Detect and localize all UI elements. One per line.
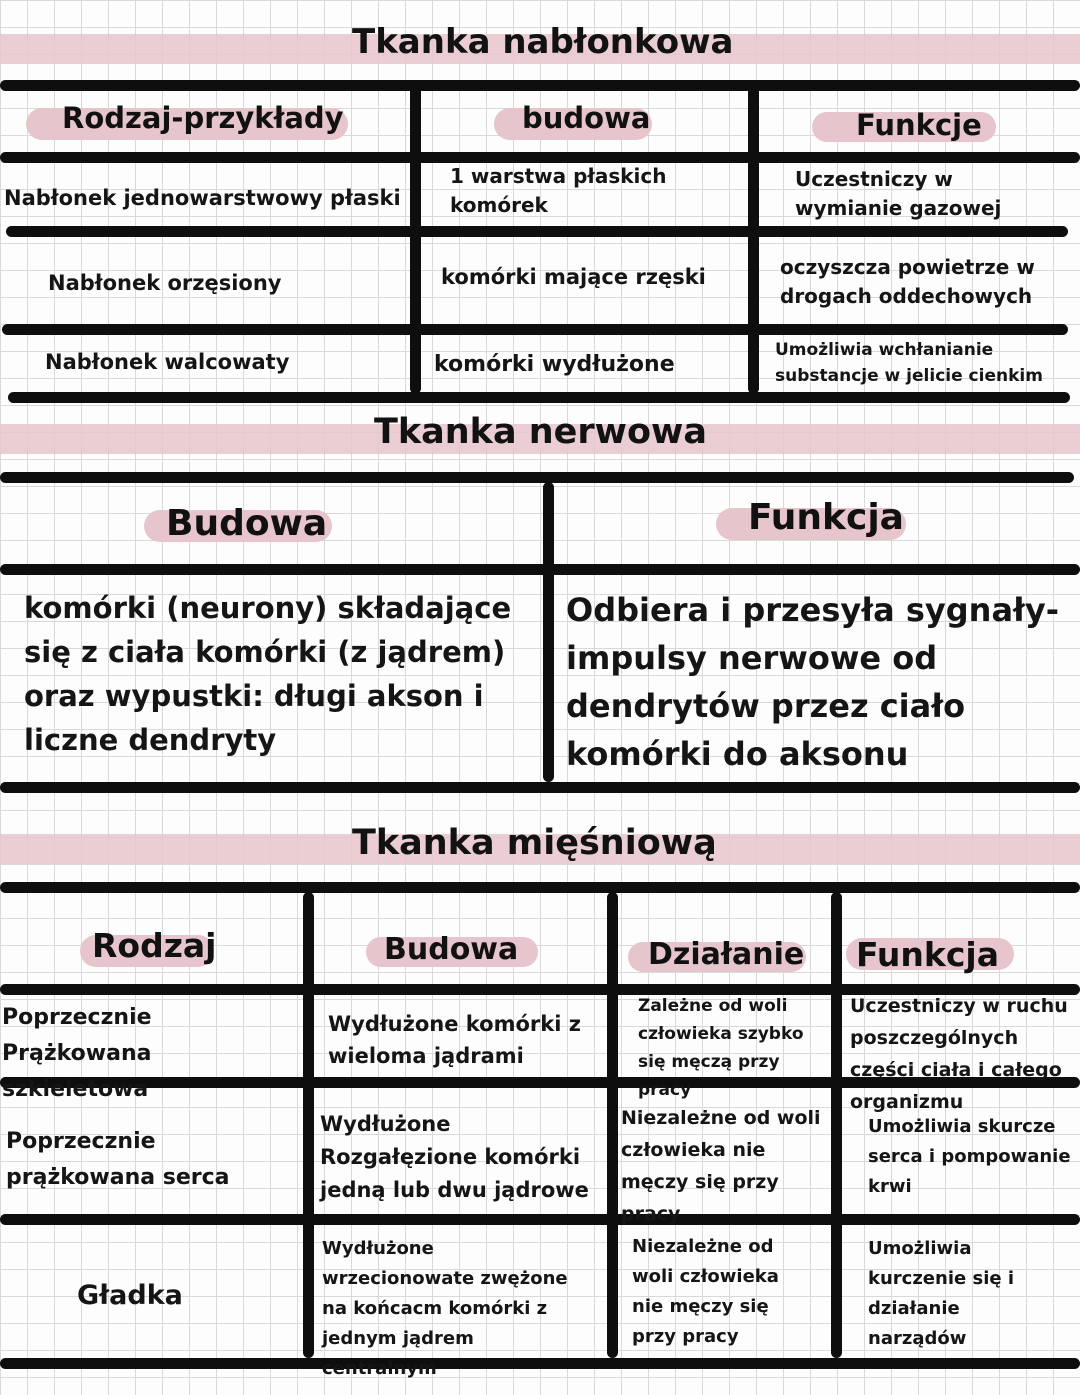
section-title-epithelial: Tkanka nabłonkowa bbox=[352, 22, 734, 62]
table-cell: Gładka bbox=[77, 1280, 183, 1311]
section-title-muscle: Tkanka mięśniową bbox=[352, 823, 717, 863]
table-line bbox=[0, 782, 1080, 793]
table-cell: Wydłużone komórki z wieloma jądrami bbox=[328, 1012, 581, 1068]
table-line bbox=[6, 226, 1068, 237]
header-structure: budowa bbox=[522, 101, 651, 135]
table-cell: Nabłonek jednowarstwowy płaski bbox=[4, 186, 401, 210]
table-cell: Odbiera i przesyła sygnały- impulsy nerwowe od dendrytów przez ciało komórki do aksonu bbox=[566, 591, 1060, 773]
table-line bbox=[8, 392, 1070, 403]
table-cell: Umożliwia wchłanianie substancje w jelicie cienkim bbox=[775, 340, 1043, 386]
table-line bbox=[0, 564, 1080, 575]
table-line bbox=[0, 882, 1080, 893]
table-cell: komórki (neurony) składające się z ciała komórki (z jądrem) oraz wypustki: długi akson i liczne dendryty bbox=[24, 591, 512, 757]
table-line bbox=[410, 82, 421, 394]
header-structure: Budowa bbox=[384, 932, 519, 967]
table-cell: Nabłonek walcowaty bbox=[45, 350, 290, 374]
header-type: Rodzaj bbox=[92, 926, 217, 965]
table-cell: Nabłonek orzęsiony bbox=[48, 271, 282, 295]
header-function: Funkcja bbox=[856, 935, 999, 974]
table-cell: komórki mające rzęski bbox=[441, 265, 706, 289]
section-title-nervous: Tkanka nerwowa bbox=[374, 412, 708, 452]
table-line bbox=[543, 482, 554, 782]
table-line bbox=[748, 82, 759, 394]
header-function: Funkcja bbox=[748, 497, 904, 538]
table-cell: Uczestniczy w wymianie gazowej bbox=[795, 167, 1002, 220]
table-cell: Umożliwia kurczenie się i działanie narządów bbox=[868, 1238, 1015, 1349]
table-line bbox=[607, 892, 618, 1358]
header-type: Rodzaj-przykłady bbox=[62, 101, 344, 135]
table-cell: Wydłużone Rozgałęzione komórki jedną lub dwu jądrowe bbox=[320, 1112, 589, 1202]
table-cell: 1 warstwa płaskich komórek bbox=[450, 164, 667, 217]
header-function: Funkcje bbox=[856, 108, 982, 142]
table-cell: komórki wydłużone bbox=[434, 352, 675, 377]
table-cell: Niezależne od woli człowieka nie męczy się przy pracy bbox=[632, 1236, 779, 1347]
table-line bbox=[0, 80, 1080, 91]
table-line bbox=[0, 1214, 1080, 1225]
header-structure: Budowa bbox=[166, 503, 328, 544]
table-cell: Wydłużone wrzecionowate zwężone na końcacm komórki z jednym jądrem centralnym bbox=[322, 1238, 568, 1379]
table-cell: Uczestniczy w ruchu poszczególnych części ciała i całego organizmu bbox=[850, 995, 1068, 1113]
table-cell: Umożliwia skurcze serca i pompowanie krwi bbox=[868, 1116, 1071, 1197]
table-cell: Poprzecznie Prążkowana szkieletowa bbox=[2, 1005, 152, 1102]
table-cell: Zależne od woli człowieka szybko się męczą przy pracy bbox=[638, 996, 804, 1100]
table-cell: Poprzecznie prążkowana serca bbox=[6, 1129, 230, 1190]
table-line bbox=[2, 324, 1068, 335]
table-cell: Niezależne od woli człowieka nie męczy się przy pracy bbox=[621, 1107, 821, 1225]
table-cell: oczyszcza powietrze w drogach oddechowych bbox=[780, 255, 1035, 308]
table-line bbox=[0, 472, 1074, 483]
table-line bbox=[303, 892, 314, 1358]
header-action: Działanie bbox=[648, 937, 805, 972]
